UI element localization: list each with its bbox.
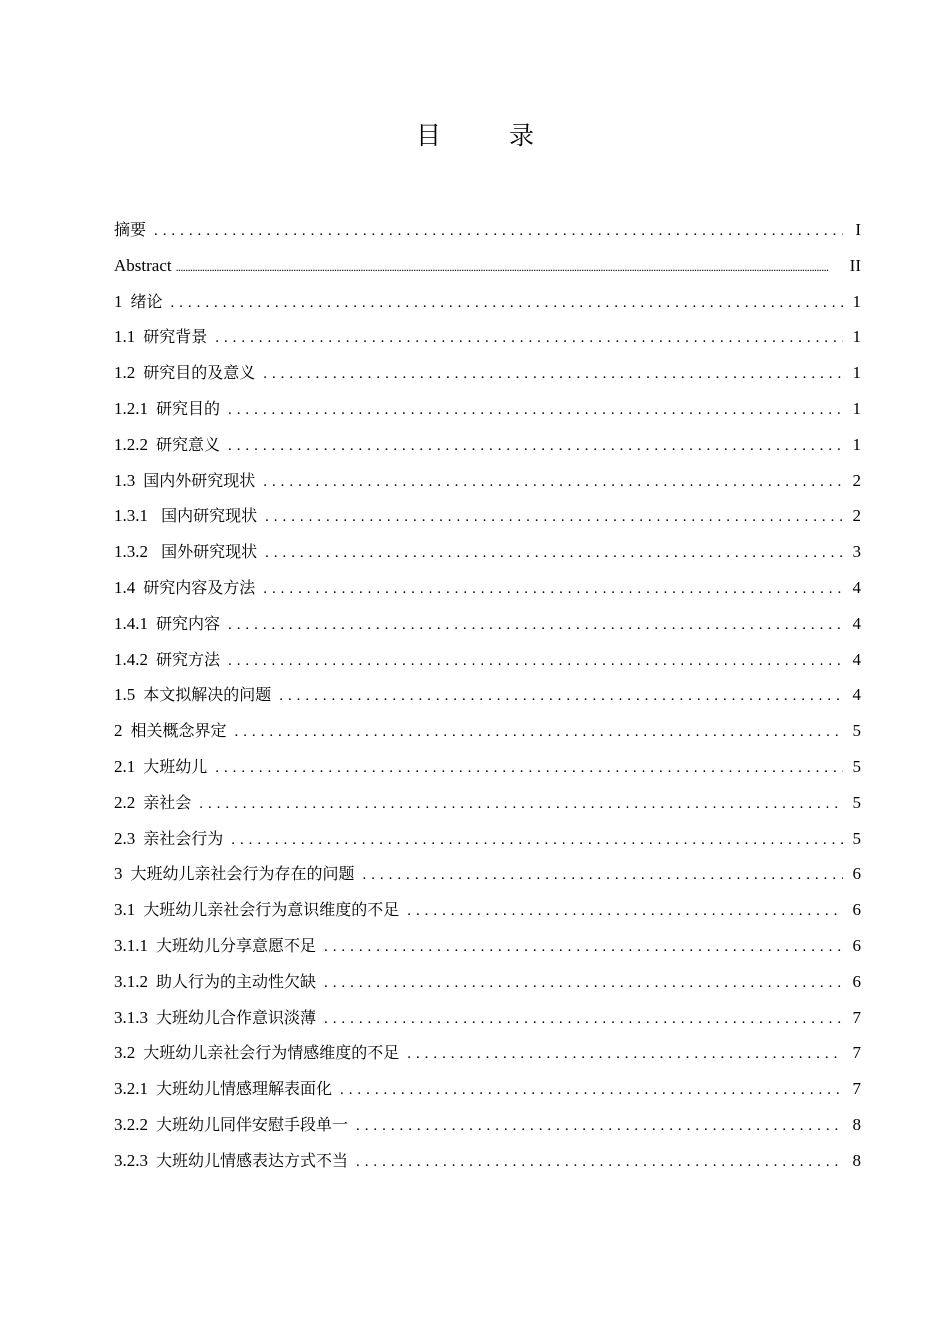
toc-entry-number: 1 xyxy=(114,291,123,311)
toc-entry-number: 1.4.2 xyxy=(114,649,148,669)
toc-entry-page-number: 5 xyxy=(852,792,861,812)
toc-entry[interactable] xyxy=(114,928,861,964)
toc-entry-page-number: 4 xyxy=(852,685,861,705)
toc-entry-title: 亲社会 xyxy=(143,792,192,812)
toc-entry[interactable] xyxy=(114,785,861,821)
toc-entry[interactable] xyxy=(114,1035,861,1071)
toc-entry-title: 国内研究现状 xyxy=(156,506,258,526)
toc-dot-leader xyxy=(356,1145,843,1181)
toc-entry[interactable] xyxy=(114,856,861,892)
toc-entry[interactable] xyxy=(114,534,861,570)
toc-entry-number: 1.5 xyxy=(114,685,136,705)
toc-entry-page-number: 6 xyxy=(852,864,861,884)
toc-dot-leader xyxy=(407,894,843,930)
toc-dot-leader xyxy=(215,321,843,357)
toc-entry-title: 大班幼儿分享意愿不足 xyxy=(156,935,317,955)
toc-dot-leader xyxy=(324,1002,843,1038)
toc-entry[interactable] xyxy=(114,677,861,713)
toc-entry-page-number: 7 xyxy=(852,1079,861,1099)
toc-entry[interactable] xyxy=(114,248,861,284)
toc-dot-leader xyxy=(263,465,843,501)
toc-entry-number: 1.1 xyxy=(114,327,136,347)
toc-dot-leader xyxy=(228,393,843,429)
toc-dot-leader xyxy=(356,1109,843,1145)
toc-entry[interactable] xyxy=(114,749,861,785)
toc-entry-number: 3 xyxy=(114,864,123,884)
toc-entry[interactable] xyxy=(114,1107,861,1143)
toc-entry[interactable] xyxy=(114,391,861,427)
toc-entry-number: 2.1 xyxy=(114,756,136,776)
toc-entry[interactable] xyxy=(114,1000,861,1036)
toc-entry[interactable] xyxy=(114,821,861,857)
toc-entry-title: 绪论 xyxy=(130,291,163,311)
toc-entry-page-number: 1 xyxy=(852,434,861,454)
toc-entry[interactable] xyxy=(114,212,861,248)
toc-entry-title: 研究方法 xyxy=(156,649,221,669)
toc-entry-page-number: 1 xyxy=(852,363,861,383)
toc-entry-number: 1.2.1 xyxy=(114,398,148,418)
toc-entry-page-number: 1 xyxy=(852,327,861,347)
toc-entry-page-number: 5 xyxy=(852,828,861,848)
toc-entry[interactable] xyxy=(114,463,861,499)
toc-entry-page-number: 3 xyxy=(852,542,861,562)
toc-entry-title: 助人行为的主动性欠缺 xyxy=(156,971,317,991)
toc-entry-title: 大班幼儿亲社会行为情感维度的不足 xyxy=(143,1043,400,1063)
toc-entry-page-number: 4 xyxy=(852,613,861,633)
toc-entry-number: 1.4 xyxy=(114,577,136,597)
toc-entry-page-number: 5 xyxy=(852,756,861,776)
toc-entry-title: 相关概念界定 xyxy=(130,721,227,741)
toc-dot-leader xyxy=(265,500,843,536)
toc-entry-number: 2.3 xyxy=(114,828,136,848)
toc-entry-page-number: I xyxy=(855,220,861,239)
toc-dot-leader xyxy=(171,286,843,322)
toc-entry-number: 3.1.2 xyxy=(114,971,148,991)
toc-entry-page-number: 6 xyxy=(852,971,861,991)
toc-dot-leader xyxy=(363,858,843,894)
toc-dot-leader xyxy=(231,823,843,859)
toc-entry-title: Abstract xyxy=(114,255,172,275)
toc-entry-title: 研究目的及意义 xyxy=(143,363,256,383)
toc-entry-page-number: 8 xyxy=(852,1114,861,1134)
page-title: 目 录 xyxy=(416,121,564,150)
toc-entry-title: 大班幼儿情感表达方式不当 xyxy=(156,1150,349,1170)
toc-entry-number: 1.2.2 xyxy=(114,434,148,454)
toc-entry-page-number: 7 xyxy=(852,1043,861,1063)
toc-entry-title: 研究内容及方法 xyxy=(143,577,256,597)
toc-dot-leader xyxy=(324,930,843,966)
toc-entry-title: 亲社会行为 xyxy=(143,828,224,848)
toc-entry-number: 3.1.3 xyxy=(114,1007,148,1027)
toc-dot-leader xyxy=(215,751,843,787)
toc-entry[interactable] xyxy=(114,319,861,355)
toc-entry-page-number: 4 xyxy=(852,577,861,597)
toc-entry-title: 本文拟解决的问题 xyxy=(143,685,272,705)
toc-entry-number: 1.3 xyxy=(114,470,136,490)
toc-entry-page-number: 8 xyxy=(852,1150,861,1170)
toc-entry-title: 大班幼儿合作意识淡薄 xyxy=(156,1007,317,1027)
toc-entry[interactable] xyxy=(114,964,861,1000)
toc-dot-leader xyxy=(154,214,843,250)
toc-dot-leader xyxy=(279,679,843,715)
toc-dot-leader xyxy=(265,536,843,572)
toc-dot-leader xyxy=(324,966,843,1002)
toc-entry[interactable] xyxy=(114,570,861,606)
toc-entry-title: 大班幼儿 xyxy=(143,756,208,776)
toc-entry-page-number: 1 xyxy=(852,291,861,311)
toc-dot-leader xyxy=(263,357,843,393)
toc-entry-page-number: 6 xyxy=(852,900,861,920)
toc-entry-number: 2 xyxy=(114,721,123,741)
toc-entry[interactable] xyxy=(114,284,861,320)
toc-dot-leader xyxy=(228,429,843,465)
toc-entry[interactable] xyxy=(114,642,861,678)
toc-entry-number: 3.2.2 xyxy=(114,1114,148,1134)
toc-entry-page-number: 4 xyxy=(852,649,861,669)
toc-entry-title: 大班幼儿情感理解表面化 xyxy=(156,1079,333,1099)
toc-dot-leader xyxy=(263,572,843,608)
toc-entry-title: 大班幼儿同伴安慰手段单一 xyxy=(156,1114,349,1134)
toc-entry-page-number: 5 xyxy=(852,721,861,741)
toc-entry-title: 国内外研究现状 xyxy=(143,470,256,490)
toc-entry-number: 3.1.1 xyxy=(114,935,148,955)
toc-entry-number: 1.2 xyxy=(114,363,136,383)
toc-entry-number: 3.2 xyxy=(114,1043,136,1063)
toc-entry-page-number: II xyxy=(849,255,861,275)
toc-entry-title: 研究目的 xyxy=(156,398,221,418)
toc-dot-leader xyxy=(199,787,843,823)
toc-entry-page-number: 6 xyxy=(852,935,861,955)
toc-dot-leader xyxy=(407,1037,843,1073)
toc-entry[interactable] xyxy=(114,1143,861,1179)
toc-entry-number: 1.3.2 xyxy=(114,542,148,562)
toc-entry[interactable] xyxy=(114,713,861,749)
toc-entry-title: 大班幼儿亲社会行为存在的问题 xyxy=(130,864,355,884)
toc-entry[interactable] xyxy=(114,1071,861,1107)
toc-dot-leader xyxy=(340,1073,843,1109)
toc-entry-title: 研究背景 xyxy=(143,327,208,347)
toc-entry-title: 国外研究现状 xyxy=(156,542,258,562)
toc-entry[interactable] xyxy=(114,427,861,463)
toc-entry-page-number: 2 xyxy=(852,470,861,490)
toc-dot-leader xyxy=(176,250,843,286)
toc-entry-number: 3.2.1 xyxy=(114,1079,148,1099)
toc-entry[interactable] xyxy=(114,606,861,642)
toc-entry[interactable] xyxy=(114,498,861,534)
toc-entry-number: 3.2.3 xyxy=(114,1150,148,1170)
toc-entry-page-number: 2 xyxy=(852,506,861,526)
toc-entry-number: 2.2 xyxy=(114,792,136,812)
toc-dot-leader xyxy=(228,644,843,680)
toc-entry-page-number: 1 xyxy=(852,398,861,418)
toc-entry-page-number: 7 xyxy=(852,1007,861,1027)
toc-entry[interactable] xyxy=(114,892,861,928)
toc-entry-number: 1.4.1 xyxy=(114,613,148,633)
toc-entry-title: 研究内容 xyxy=(156,613,221,633)
toc-dot-leader xyxy=(235,715,843,751)
table-of-contents xyxy=(114,212,861,1179)
toc-entry-title: 摘要 xyxy=(114,220,147,239)
toc-entry[interactable] xyxy=(114,355,861,391)
toc-dot-leader xyxy=(228,608,843,644)
toc-entry-number: 3.1 xyxy=(114,900,136,920)
toc-entry-title: 研究意义 xyxy=(156,434,221,454)
toc-entry-title: 大班幼儿亲社会行为意识维度的不足 xyxy=(143,900,400,920)
toc-entry-number: 1.3.1 xyxy=(114,506,148,526)
